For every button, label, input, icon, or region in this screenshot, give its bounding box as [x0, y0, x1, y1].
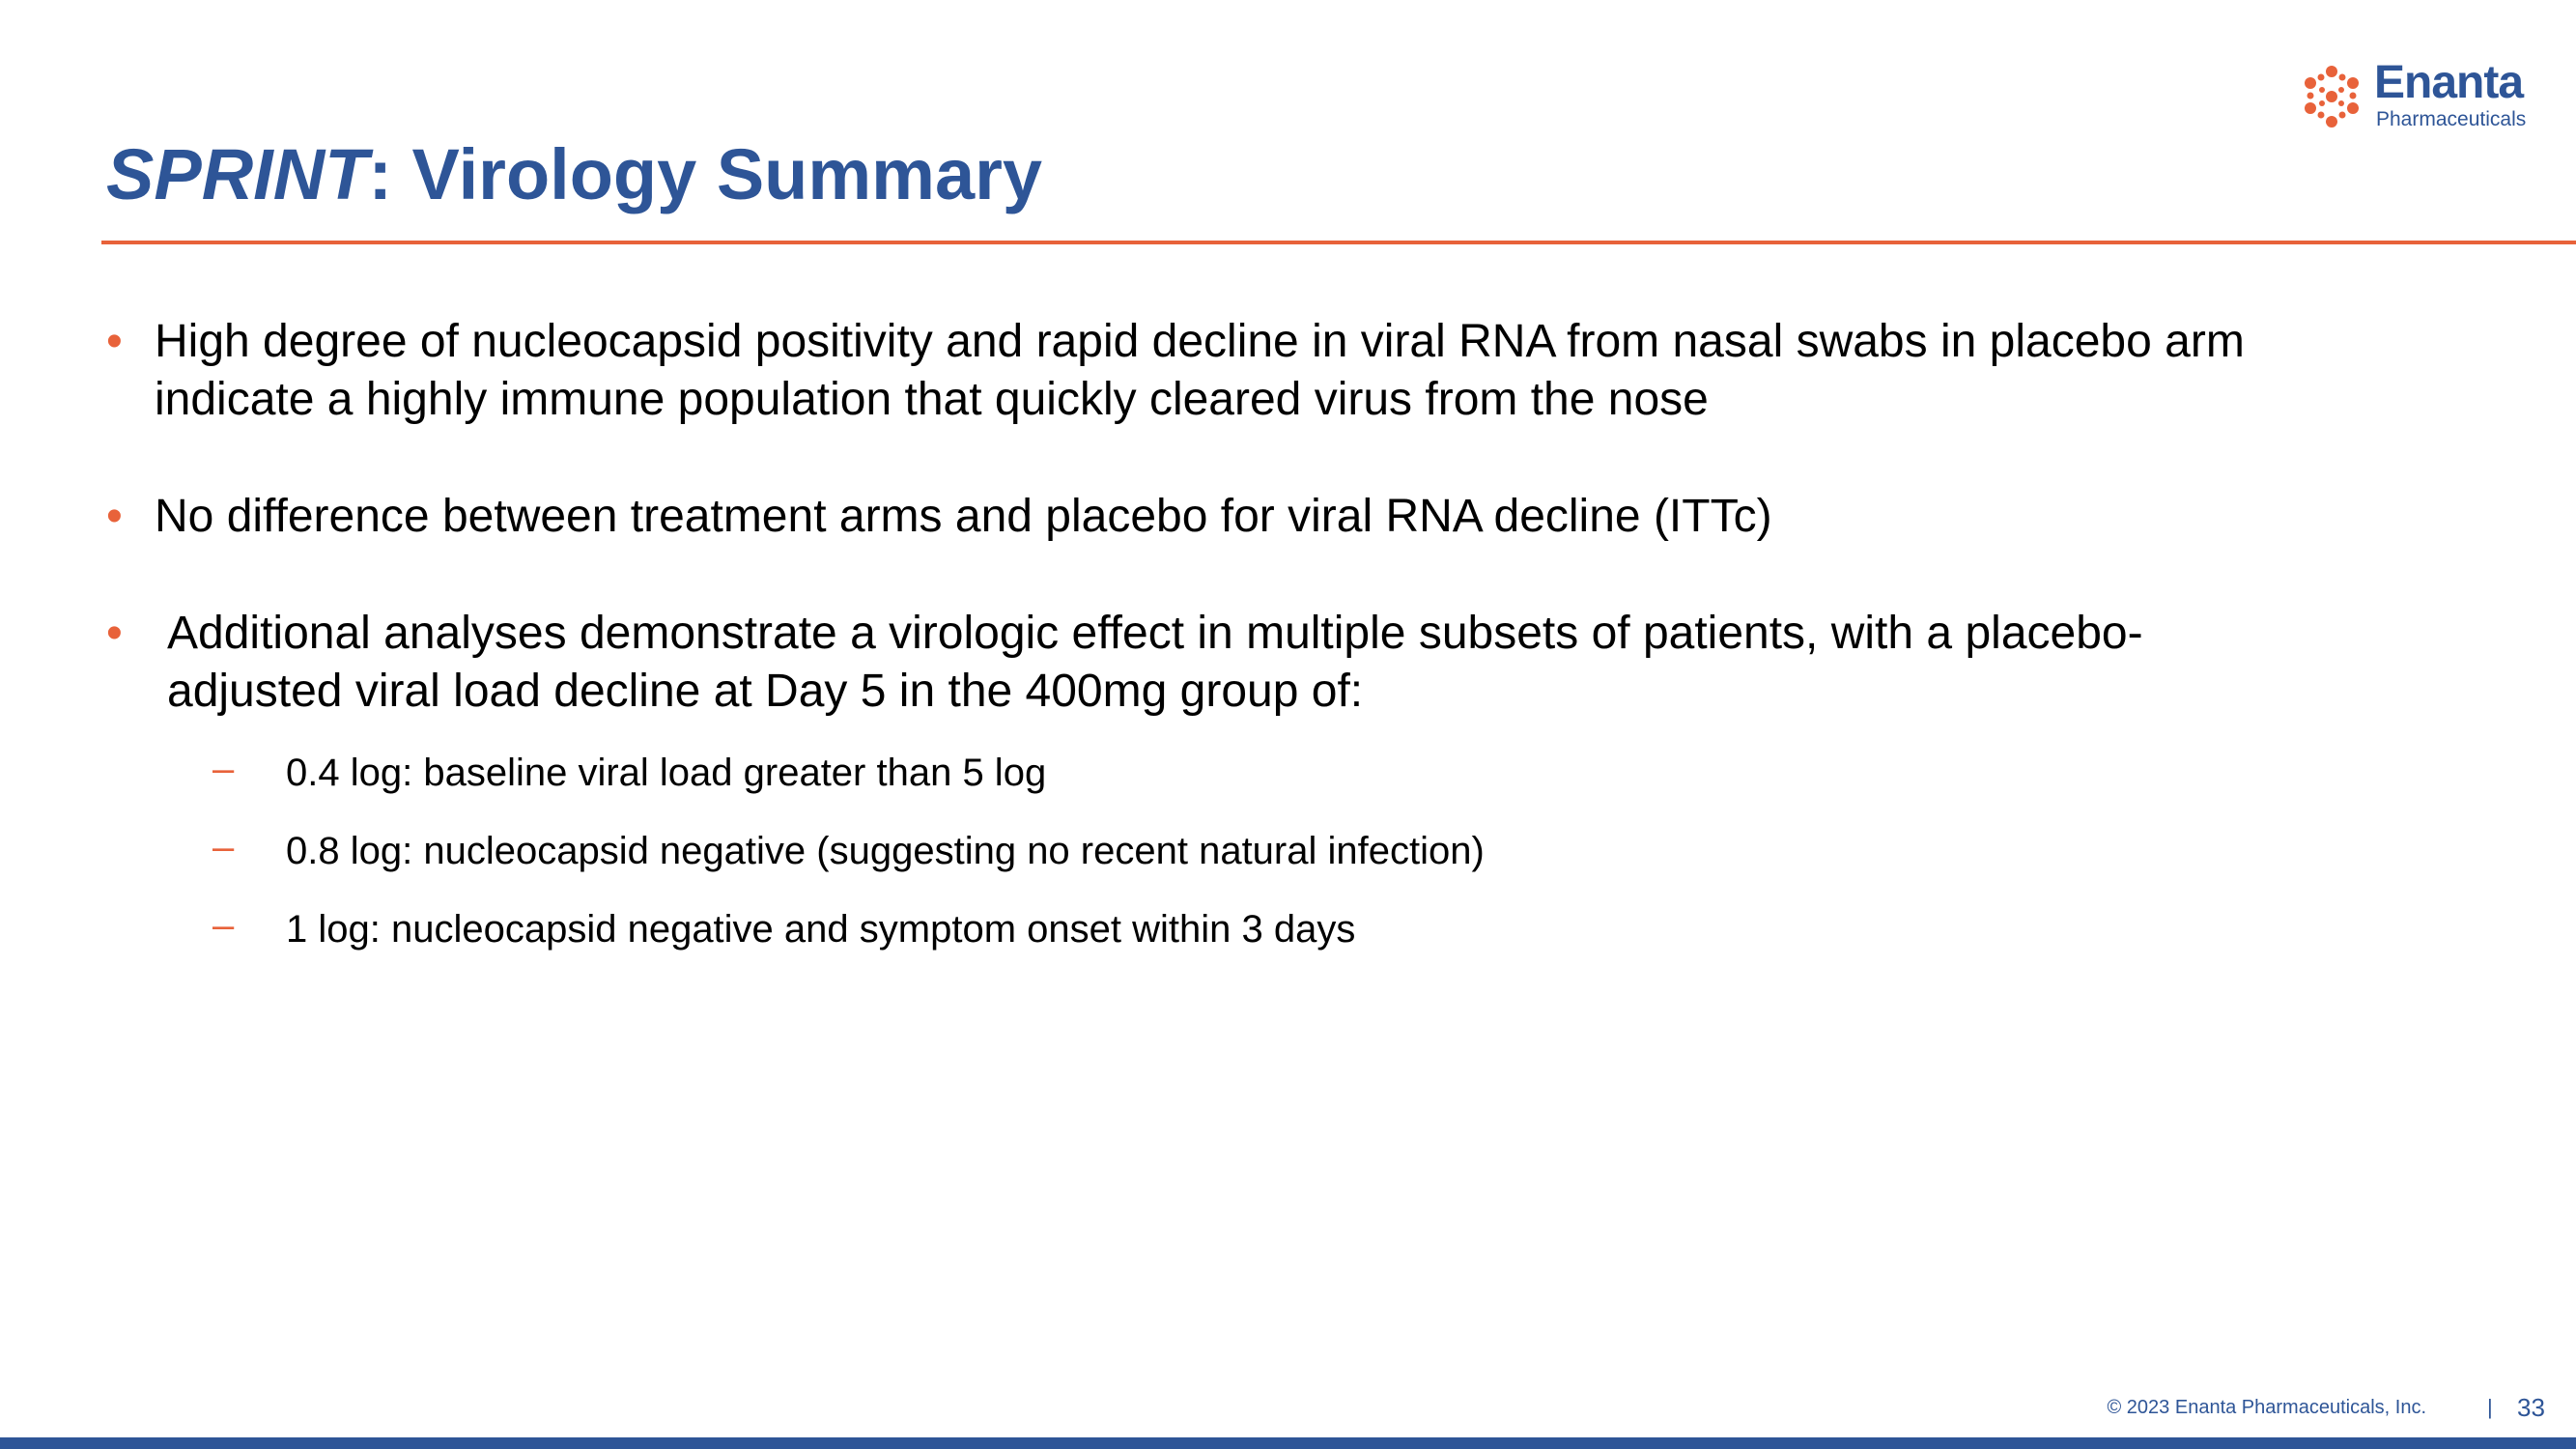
bullet-line: adjusted viral load decline at Day 5 in the 400mg group of:: [167, 666, 1364, 717]
bullet-item: [106, 605, 2473, 730]
title-rest: : Virology Summary: [368, 134, 1043, 214]
bullet-line: High degree of nucleocapsid positivity and rapid decline in viral RNA from nasal swabs in placebo arm: [155, 316, 2245, 367]
bullet-dot: •: [106, 491, 123, 542]
sub-item-text: 1 log: nucleocapsid negative and symptom onset within 3 days: [286, 908, 1356, 951]
sub-item-text: 0.4 log: baseline viral load greater than 5 log: [286, 752, 1047, 794]
sub-item-text: 0.8 log: nucleocapsid negative (suggesting no recent natural infection): [286, 830, 1485, 872]
bullet-item: [106, 313, 2473, 439]
sub-dash: –: [212, 748, 235, 790]
title-italic-part: SPRINT: [106, 134, 369, 214]
bottom-bar: [0, 1437, 2576, 1449]
page-number: 33: [2517, 1393, 2545, 1422]
sub-dash: –: [212, 904, 235, 947]
footer-separator: |: [2487, 1395, 2493, 1419]
logo-subtitle: Pharmaceuticals: [2376, 108, 2527, 130]
enanta-logo: [2299, 57, 2531, 139]
bullet-line: Additional analyses demonstrate a virologic effect in multiple subsets of patients, with a placebo-: [167, 608, 2143, 659]
page-title: [106, 135, 1042, 213]
title-divider: [101, 241, 2576, 244]
bullet-item: [106, 488, 2473, 550]
bullet-line: indicate a highly immune population that quickly cleared virus from the nose: [155, 374, 1709, 425]
bullet-dot: •: [106, 608, 123, 659]
footer-copyright: © 2023 Enanta Pharmaceuticals, Inc.: [2107, 1397, 2426, 1418]
logo-name: Enanta: [2374, 57, 2524, 108]
sub-dash: –: [212, 826, 235, 868]
bullet-line: No difference between treatment arms and placebo for viral RNA decline (ITTc): [155, 491, 1772, 542]
enanta-molecule-icon: [2299, 64, 2364, 129]
bullet-dot: •: [106, 316, 123, 367]
